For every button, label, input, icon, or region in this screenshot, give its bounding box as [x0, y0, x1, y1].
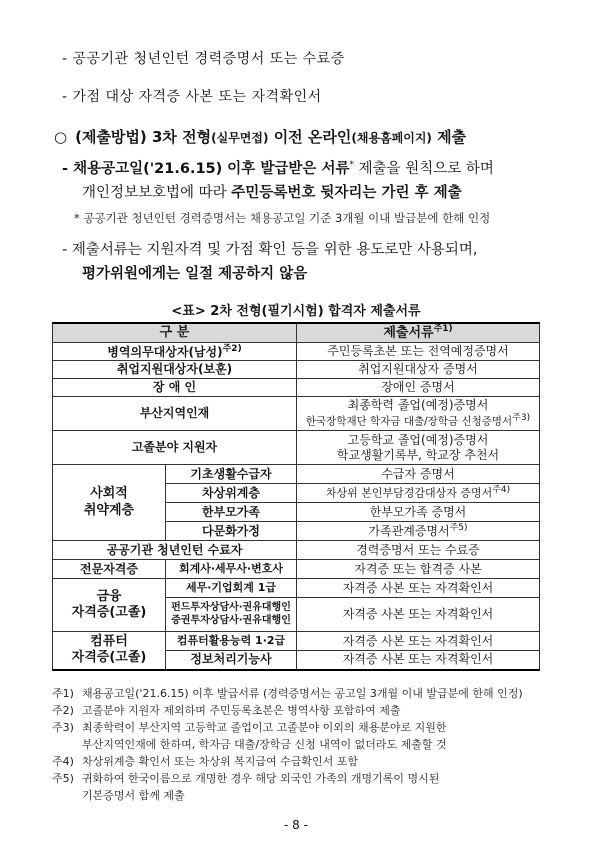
row-intern-cat: 공공기관 청년인턴 수료자: [53, 541, 297, 560]
row-disabled-cat: 장 애 인: [53, 379, 297, 397]
footnote-1: 주1) 채용공고일('21.6.15) 이후 발급서류 (경력증명서는 공고일 3개월 이내 발급분에 한해 인정): [52, 687, 523, 700]
row-computer-oa-doc: 자격증 사본 또는 자격확인서: [297, 632, 540, 651]
dash-usage: - 제출서류는 지원자격 및 가점 확인 등을 위한 용도로만 사용되며,: [62, 242, 478, 258]
footnote-5-cont: 기본증명서 함께 제출: [82, 789, 185, 802]
row-professional-doc: 자격증 또는 합격증 사본: [297, 560, 540, 579]
bullet-license-copy: - 가점 대상 자격증 사본 또는 자격확인서: [62, 89, 322, 105]
row-social-nearpoor-doc: 차상위 본인부담경감대상자 증명서$^{주4)}$: [297, 484, 540, 503]
row-military-doc: 주민등록초본 또는 전역예정증명서: [297, 343, 540, 361]
page-number: - 8 -: [284, 818, 308, 832]
row-social-group: 사회적 취약계층: [53, 465, 166, 541]
row-busan-cat: 부산지역인재: [53, 397, 297, 431]
row-employment-doc: 취업지원대상자 증명서: [297, 361, 540, 379]
header-category: 구 분: [53, 323, 297, 343]
dash-usage-bold: 평가위원에게는 일절 제공하지 않음: [82, 266, 308, 282]
table-caption: <표> 2차 전형(필기시험) 합격자 제출서류: [171, 304, 421, 319]
dash-doc-date-bold: - 채용공고일('21.6.15) 이후 발급받은 서류: [62, 161, 350, 177]
row-social-multi-cat: 다문화가정: [166, 522, 297, 541]
row-highschool-doc: [297, 431, 540, 465]
footnote-4: 주4) 차상위계층 확인서 또는 차상위 복지급여 수급확인서 포함: [52, 755, 359, 768]
dash-privacy-normal: 개인정보보호법에 따라: [82, 185, 232, 201]
row-disabled-doc: 장애인 증명서: [297, 379, 540, 397]
row-intern-doc: 경력증명서 또는 수료증: [297, 541, 540, 560]
method-paren1: (실무면접): [211, 131, 269, 145]
row-finance-invest-doc: 자격증 사본 또는 자격확인서: [297, 598, 540, 632]
row-computer-group: 컴퓨터 자격증(고졸): [53, 632, 166, 670]
row-social-multi-doc: 가족관계증명서$^{주5)}$: [297, 522, 540, 541]
row-finance-tax-doc: 자격증 사본 또는 자격확인서: [297, 579, 540, 598]
bullet-career-cert: - 공공기관 청년인턴 경력증명서 또는 수료증: [62, 51, 345, 67]
row-finance-tax-cat: 세무·기업회계 1급: [166, 579, 297, 598]
row-computer-oa-cat: 컴퓨터활용능력 1·2급: [166, 632, 297, 651]
method-head: (제출방법) 3차 전형: [75, 128, 212, 146]
documents-table: [52, 322, 540, 671]
submission-method: [54, 126, 466, 147]
footnote-2: 주2) 고졸분야 지원자 제외하며 주민등록초본은 병역사항 포함하여 제출: [52, 704, 401, 717]
dash-doc-date-rest: 제출을 원칙으로 하며: [353, 161, 494, 177]
row-social-nearpoor-cat: 차상위계층: [166, 484, 297, 503]
row-highschool-doc2: 학교생활기록부, 학교장 추천서: [336, 447, 500, 462]
footnote-3: 주3) 최종학력이 부산지역 고등학교 졸업이고 고졸분야 이외의 채용분야로 지원한: [52, 721, 447, 734]
row-busan-doc: [297, 397, 540, 431]
footnote-3-cont: 부산지역인재에 한하며, 학자금 대출/장학금 신청 내역이 없더라도 제출할 것: [82, 738, 447, 751]
method-paren2: (채용홈페이지): [351, 131, 432, 145]
row-professional-group: 전문자격증: [53, 560, 166, 579]
row-military-cat: 병역의무대상자(남성)$^{주2)}$: [53, 343, 297, 361]
row-social-basic-doc: 수급자 증명서: [297, 465, 540, 484]
star-mark: *: [349, 160, 354, 171]
row-computer-info-cat: 정보처리기능사: [166, 651, 297, 670]
row-computer-info-doc: 자격증 사본 또는 자격확인서: [297, 651, 540, 670]
row-highschool-cat: 고졸분야 지원자: [53, 431, 297, 465]
dash-doc-date: [62, 157, 494, 178]
row-busan-doc1: 최종학력 졸업(예정)증명서: [347, 398, 489, 413]
row-busan-doc2: 한국장학재단 학자금 대출/장학금 신청증명서주3): [305, 413, 531, 428]
row-social-single-cat: 한부모가족: [166, 503, 297, 522]
row-finance-group: 금융 자격증(고졸): [53, 579, 166, 632]
row-social-basic-cat: 기초생활수급자: [166, 465, 297, 484]
row-social-single-doc: 한부모가족 증명서: [297, 503, 540, 522]
row-professional-cat: 회계사·세무사·변호사: [166, 560, 297, 579]
star-note: * 공공기관 청년인턴 경력증명서는 채용공고일 기준 3개월 이내 발급분에 한해 인정: [74, 211, 491, 225]
row-highschool-doc1: 고등학교 졸업(예정)증명서: [347, 432, 489, 447]
method-mid: 이전 온라인: [268, 128, 352, 146]
circle-bullet: ○: [54, 128, 68, 146]
row-finance-invest-cat: 펀드투자상담사·권유대행인 증권투자상담사·권유대행인: [166, 598, 297, 632]
header-documents: 제출서류$^{주1)}$: [297, 323, 540, 343]
method-tail: 제출: [431, 128, 467, 146]
footnote-5: 주5) 귀화하여 한국이름으로 개명한 경우 해당 외국인 가족의 개명기록이 명시된: [52, 772, 440, 785]
row-employment-cat: 취업지원대상자(보훈): [53, 361, 297, 379]
dash-privacy-bold: 주민등록번호 뒷자리는 가린 후 제출: [231, 185, 462, 201]
dash-privacy: [82, 181, 462, 202]
